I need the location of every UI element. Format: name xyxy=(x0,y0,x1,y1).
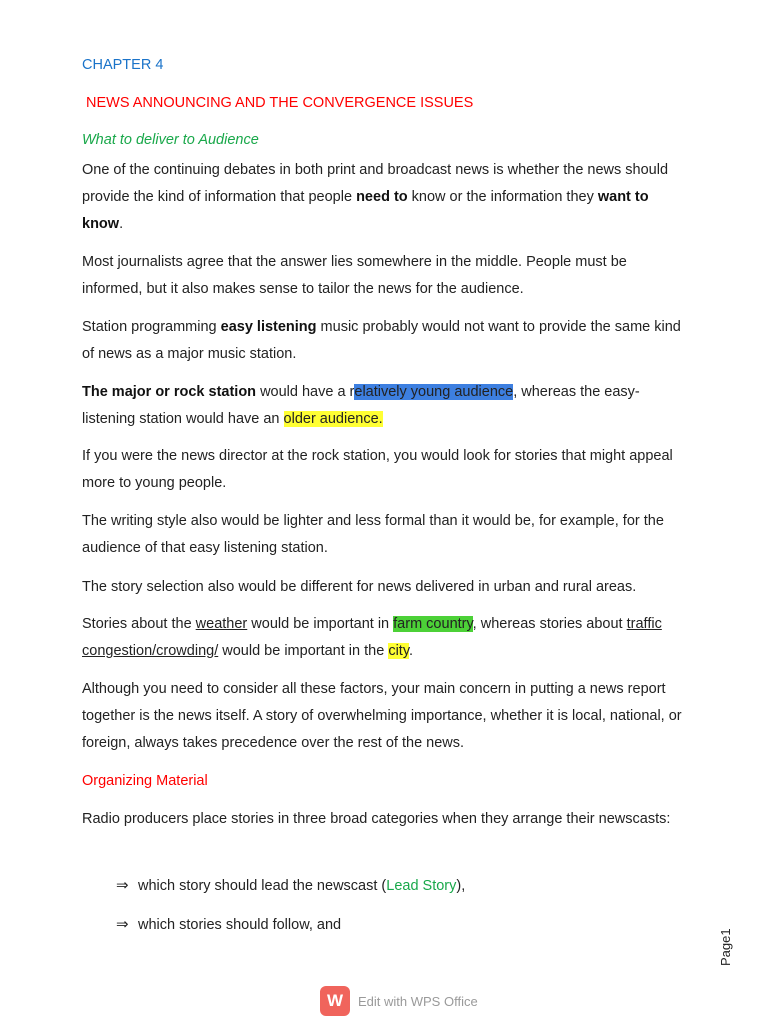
highlight-yellow: city xyxy=(388,643,409,659)
paragraph-6: The writing style also would be lighter and less formal than it would be, for example, for the audience of that easy listening station. xyxy=(82,513,664,556)
highlight-green: farm country xyxy=(393,616,473,632)
paragraph-7: The story selection also would be different for news delivered in urban and rural areas. xyxy=(82,579,637,595)
highlight-yellow: older audience. xyxy=(283,411,383,427)
wps-edit-link[interactable]: Edit with WPS Office xyxy=(358,993,478,1009)
wps-watermark[interactable] xyxy=(320,984,478,1018)
paragraph-2: Most journalists agree that the answer lies somewhere in the middle. People must be informed, but it also makes sense to tailor the news for the audience. xyxy=(82,254,627,297)
paragraph-10: Radio producers place stories in three broad categories when they arrange their newscasts: xyxy=(82,811,671,827)
chapter-label: CHAPTER 4 xyxy=(82,57,164,73)
highlight-blue: elatively young audience xyxy=(354,384,514,400)
section-heading-organizing: Organizing Material xyxy=(82,773,208,789)
section-subtitle: What to deliver to Audience xyxy=(82,132,259,148)
wps-logo-icon: W xyxy=(320,986,350,1016)
arrow-icon: ⇒ xyxy=(116,916,129,933)
page-number: Page1 xyxy=(718,928,733,966)
paragraph-1: One of the continuing debates in both print and broadcast news is whether the news should provide the kind of information that people need to know or the information they want to know. xyxy=(82,162,669,232)
list-item: ⇒ which story should lead the newscast (Lead Story), xyxy=(116,877,466,894)
paragraph-3: Station programming easy listening music probably would not want to provide the same kind of news as a major music station. xyxy=(82,319,681,362)
paragraph-8: Stories about the weather would be important in farm country, whereas stories about traffic congestion/crowding/ would be important in the city. xyxy=(82,616,662,659)
paragraph-5: If you were the news director at the rock station, you would look for stories that might appeal more to young people. xyxy=(82,448,673,491)
list-item: ⇒ which stories should follow, and xyxy=(116,916,342,933)
arrow-icon: ⇒ xyxy=(116,877,129,894)
paragraph-4: The major or rock station would have a relatively young audience, whereas the easy-listening station would have an older audience. xyxy=(82,384,640,427)
paragraph-9: Although you need to consider all these factors, your main concern in putting a news report together is the news itself. A story of overwhelming importance, whether it is local, national, or foreign, always takes precedence over the rest of the news. xyxy=(82,681,682,751)
chapter-title: NEWS ANNOUNCING AND THE CONVERGENCE ISSUES xyxy=(86,95,474,111)
